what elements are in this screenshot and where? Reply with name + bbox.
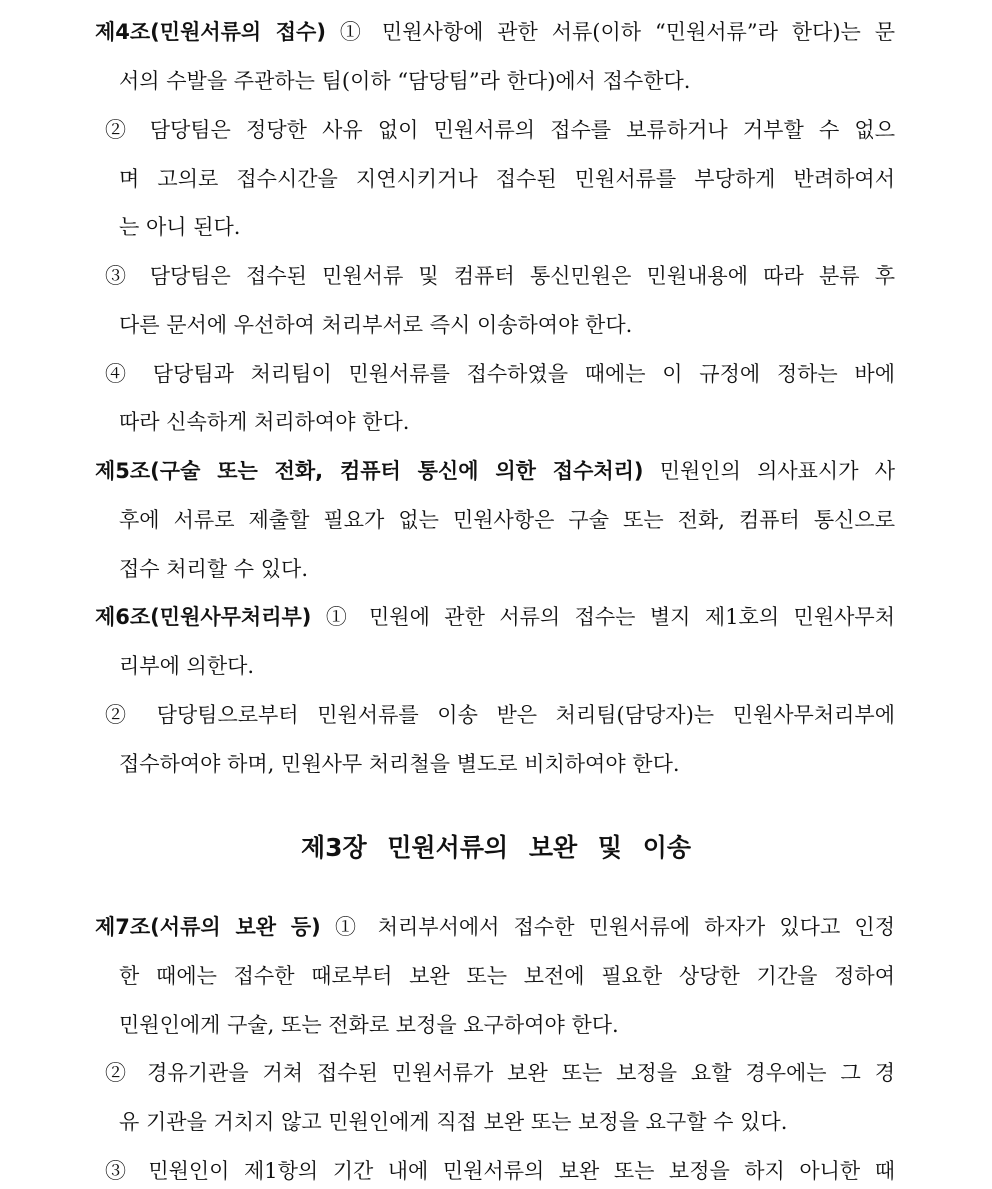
article-4-heading: 제4조(민원서류의 접수) [95, 20, 326, 44]
article-7-paragraph-1-text: ① 처리부서에서 접수한 민원서류에 하자가 있다고 인정 [320, 915, 895, 939]
article-5-line-1 [95, 456, 895, 486]
article-6-line-1 [95, 602, 895, 632]
article-7-paragraph-2-line-2: 유 기관을 거치지 않고 민원인에게 직접 보완 또는 보정을 요구할 수 있다. [119, 1110, 788, 1134]
article-6-paragraph-1-text: ① 민원에 관한 서류의 접수는 별지 제1호의 민원사무처 [311, 605, 895, 629]
article-4-paragraph-4-line-1: ④ 담당팀과 처리팀이 민원서류를 접수하였을 때에는 이 규정에 정하는 바에 [105, 362, 895, 386]
article-4-line-2: 서의 수발을 주관하는 팀(이하 “담당팀”라 한다)에서 접수한다. [119, 69, 691, 93]
article-5-line-3: 접수 처리할 수 있다. [119, 557, 308, 581]
article-4-line-1 [95, 17, 895, 47]
article-4-paragraph-2-line-3: 는 아니 된다. [119, 215, 241, 239]
article-6-paragraph-2-line-2: 접수하여야 하며, 민원사무 처리철을 별도로 비치하여야 한다. [119, 752, 680, 776]
article-4-paragraph-2-line-1: ② 담당팀은 정당한 사유 없이 민원서류의 접수를 보류하거나 거부할 수 없으 [105, 118, 895, 142]
article-4-paragraph-1-text: ① 민원사항에 관한 서류(이하 “민원서류”라 한다)는 문 [325, 20, 895, 44]
article-7-heading: 제7조(서류의 보완 등) [95, 915, 321, 939]
article-6-paragraph-2-line-1: ② 담당팀으로부터 민원서류를 이송 받은 처리팀(담당자)는 민원사무처리부에 [105, 703, 895, 727]
article-6-line-2: 리부에 의한다. [119, 654, 255, 678]
article-7-line-2: 한 때에는 접수한 때로부터 보완 또는 보전에 필요한 상당한 기간을 정하여 [119, 964, 895, 988]
article-4-paragraph-2-line-2: 며 고의로 접수시간을 지연시키거나 접수된 민원서류를 부당하게 반려하여서 [119, 167, 895, 191]
article-4-paragraph-3-line-2: 다른 문서에 우선하여 처리부서로 즉시 이송하여야 한다. [119, 313, 633, 337]
article-7-paragraph-3-line-1: ③ 민원인이 제1항의 기간 내에 민원서류의 보완 또는 보정을 하지 아니한 때 [105, 1159, 895, 1183]
article-5-line-2: 후에 서류로 제출할 필요가 없는 민원사항은 구술 또는 전화, 컴퓨터 통신으로 [119, 508, 895, 532]
article-5-heading: 제5조(구술 또는 전화, 컴퓨터 통신에 의한 접수처리) [95, 459, 644, 483]
chapter-3-title: 제3장 민원서류의 보완 및 이송 [300, 833, 691, 862]
article-7-paragraph-2-line-1: ② 경유기관을 거쳐 접수된 민원서류가 보완 또는 보정을 요할 경우에는 그 경 [105, 1061, 895, 1085]
article-6-heading: 제6조(민원사무처리부) [95, 605, 312, 629]
article-4-paragraph-4-line-2: 따라 신속하게 처리하여야 한다. [119, 410, 410, 434]
article-4-paragraph-3-line-1: ③ 담당팀은 접수된 민원서류 및 컴퓨터 통신민원은 민원내용에 따라 분류 후 [105, 264, 895, 288]
article-7-line-3: 민원인에게 구술, 또는 전화로 보정을 요구하여야 한다. [119, 1013, 619, 1037]
article-5-text: 민원인의 의사표시가 사 [643, 459, 895, 483]
article-7-line-1 [95, 912, 895, 942]
